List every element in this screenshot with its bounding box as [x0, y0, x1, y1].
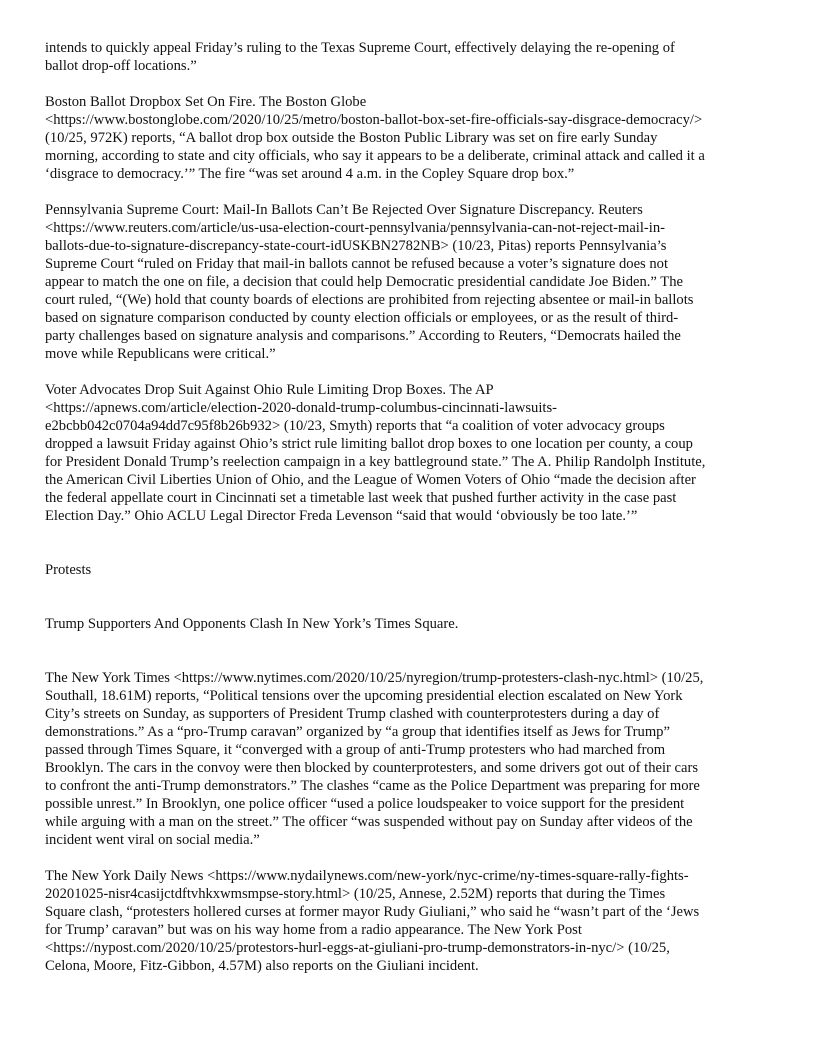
paragraph-daily-news-report	[45, 867, 776, 975]
text-line: Election Day.” Ohio ACLU Legal Director Freda Levenson “said that would ‘obviously be too late.’”	[45, 508, 638, 524]
text-line: move while Republicans were critical.”	[45, 346, 276, 362]
text-line: Celona, Moore, Fitz-Gibbon, 4.57M) also reports on the Giuliani incident.	[45, 958, 479, 974]
text-line: Brooklyn. The cars in the convoy were then blocked by counterprotesters, and some drivers got out of their cars	[45, 760, 699, 776]
text-line: the American Civil Liberties Union of Ohio, and the League of Women Voters of Ohio “made the decision after	[45, 472, 696, 488]
text-line: Southall, 18.61M) reports, “Political tensions over the upcoming presidential election escalated on New York	[45, 688, 683, 704]
text-line: party challenges based on signature analysis and comparisons.” According to Reuters, “Democrats hailed the	[45, 328, 681, 344]
text-line: Pennsylvania Supreme Court: Mail-In Ballots Can’t Be Rejected Over Signature Discrepancy. Reuters	[45, 202, 643, 218]
text-line: The New York Times <https://www.nytimes.com/2020/10/25/nyregion/trump-protesters-clash-nyc.html> (10/25,	[45, 670, 704, 686]
paragraph-texas-appeal	[45, 39, 776, 75]
story-heading: Trump Supporters And Opponents Clash In New York’s Times Square.	[45, 616, 459, 632]
text-line: e2bcbb042c0704a94dd7c95f8b26b932> (10/23, Smyth) reports that “a coalition of voter advocacy groups	[45, 418, 665, 434]
text-line: Boston Ballot Dropbox Set On Fire. The Boston Globe	[45, 94, 367, 110]
text-line: morning, according to state and city officials, who say it appears to be a deliberate, criminal attack and called it a	[45, 148, 705, 164]
paragraph-boston-dropbox	[45, 93, 776, 183]
text-line: (10/25, 972K) reports, “A ballot drop box outside the Boston Public Library was set on fire early Sunday	[45, 130, 658, 146]
paragraph-pennsylvania-court	[45, 201, 776, 363]
text-line: ballot drop-off locations.”	[45, 58, 197, 74]
text-line: while arguing with a man on the street.” The officer “was suspended without pay on Sunday after videos of the	[45, 814, 693, 830]
text-line: intends to quickly appeal Friday’s ruling to the Texas Supreme Court, effectively delaying the re-opening of	[45, 40, 675, 56]
document-page	[45, 39, 776, 993]
section-heading-protests: Protests	[45, 562, 92, 578]
text-line: <https://nypost.com/2020/10/25/protestors-hurl-eggs-at-giuliani-pro-trump-demonstrators-in-nyc/> (10/25,	[45, 940, 670, 956]
text-line: passed through Times Square, it “converged with a group of anti-Trump protesters who had marched from	[45, 742, 666, 758]
text-line: The New York Daily News <https://www.nydailynews.com/new-york/nyc-crime/ny-times-square-rally-fights-	[45, 868, 689, 884]
text-line: court ruled, “(We) hold that county boards of elections are prohibited from rejecting absentee or mail-in ballots	[45, 292, 694, 308]
text-line: Square clash, “protesters hollered curses at former mayor Rudy Giuliani,” who said he “wasn’t part of the ‘Jews	[45, 904, 700, 920]
text-line: <https://www.bostonglobe.com/2020/10/25/metro/boston-ballot-box-set-fire-officials-say-disgrace-democracy/>	[45, 112, 703, 128]
text-line: Supreme Court “ruled on Friday that mail-in ballots cannot be refused because a voter’s signature does not	[45, 256, 669, 272]
text-line: <https://www.reuters.com/article/us-usa-election-court-pennsylvania/pennsylvania-can-not-reject-mail-in-	[45, 220, 665, 236]
text-line: dropped a lawsuit Friday against Ohio’s strict rule limiting ballot drop boxes to one location per county, a coup	[45, 436, 693, 452]
text-line: based on signature comparison conducted by county election officials or employees, or as the result of third-	[45, 310, 679, 326]
text-line: ‘disgrace to democracy.’” The fire “was set around 4 a.m. in the Copley Square drop box.”	[45, 166, 575, 182]
text-line: incident went viral on social media.”	[45, 832, 260, 848]
text-line: the federal appellate court in Cincinnati set a timetable last week that pushed further activity in the case past	[45, 490, 677, 506]
text-line: ballots-due-to-signature-discrepancy-state-court-idUSKBN2782NB> (10/23, Pitas) reports Pennsylvania’s	[45, 238, 667, 254]
paragraph-ohio-drop-boxes	[45, 381, 776, 525]
text-line: appear to match the one on file, a decision that could help Democratic presidential candidate Joe Biden.” The	[45, 274, 683, 290]
text-line: <https://apnews.com/article/election-2020-donald-trump-columbus-cincinnati-lawsuits-	[45, 400, 557, 416]
text-line: possible unrest.” In Brooklyn, one police officer “used a police loudspeaker to voice support for the president	[45, 796, 685, 812]
paragraph-nytimes-report	[45, 669, 776, 849]
text-line: City’s streets on Sunday, as supporters of President Trump clashed with counterprotesters during a day of	[45, 706, 660, 722]
text-line: Voter Advocates Drop Suit Against Ohio Rule Limiting Drop Boxes. The AP	[45, 382, 494, 398]
text-line: 20201025-nisr4casijctdftvhkxwmsmpse-story.html> (10/25, Annese, 2.52M) reports that during the Times	[45, 886, 666, 902]
text-line: for President Donald Trump’s reelection campaign in a key battleground state.” The A. Philip Randolph Institute,	[45, 454, 706, 470]
text-line: to confront the anti-Trump demonstrators.” The clashes “came as the Police Department was preparing for more	[45, 778, 700, 794]
text-line: for Trump’ caravan” but was on his way home from a radio appearance. The New York Post	[45, 922, 582, 938]
text-line: demonstrations.” As a “pro-Trump caravan” organized by “a group that identifies itself as Jews for Trump”	[45, 724, 670, 740]
